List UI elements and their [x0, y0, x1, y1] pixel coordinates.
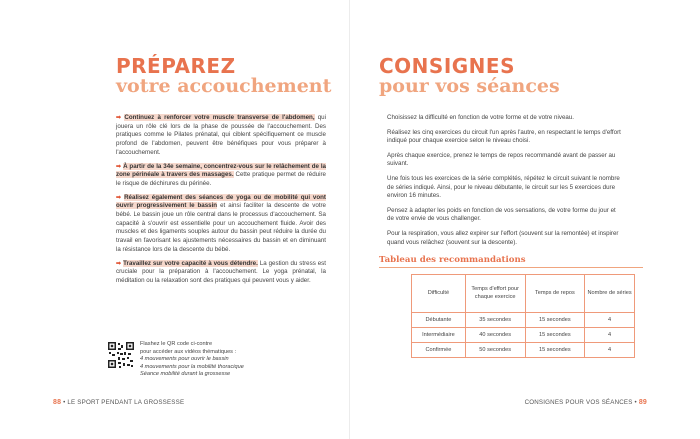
- video-title: 4 mouvements pour la mobilité thoracique: [140, 363, 244, 370]
- table-title: Tableau des recommandations: [379, 255, 526, 265]
- right-page-subtitle: pour vos séances: [379, 75, 560, 97]
- instructions-list: [387, 114, 623, 253]
- table-cell: 4: [585, 343, 635, 358]
- header-effort-time: Temps d'effort pour chaque exercice: [465, 275, 525, 313]
- left-page-footer: [53, 399, 184, 406]
- table-cell: Confirmée: [412, 343, 466, 358]
- table-cell: 35 secondes: [465, 313, 525, 328]
- table-cell: Débutante: [412, 313, 466, 328]
- arrow-icon: ➡: [116, 162, 122, 170]
- table-cell: 15 secondes: [525, 313, 585, 328]
- running-title: CONSIGNES POUR VOS SÉANCES: [524, 399, 633, 406]
- table-row: [412, 313, 635, 328]
- table-cell: 40 secondes: [465, 328, 525, 343]
- qr-code-icon[interactable]: [108, 342, 134, 368]
- bullet-item: [116, 260, 326, 286]
- arrow-icon: ➡: [116, 114, 122, 121]
- bullet-highlight: Continuez à renforcer votre muscle transverse de l'abdomen,: [124, 114, 315, 121]
- qr-lead-line: Flashez le QR code ci-contre: [140, 341, 213, 347]
- instruction-paragraph: Pensez à adapter les poids en fonction de vos sensations, de votre forme du jour et de votre envie de vous challenger.: [387, 206, 616, 223]
- table-header-row: [412, 275, 635, 313]
- right-page-footer: [525, 399, 647, 406]
- bullet-text: qui jouera un rôle clé lors de la phase de poussée de l'accouchement. Des pratiques comme le Pilates prénatal, qui ciblent spécifiquement ce muscle profond de l'abdomen, peuvent être bénéfiques pour vous préparer à l'accouchement.: [116, 114, 326, 156]
- table-cell: 50 secondes: [465, 343, 525, 358]
- left-page-title: PRÉPAREZ: [116, 54, 236, 78]
- table-cell: 4: [585, 328, 635, 343]
- header-sets: Nombre de séries: [585, 275, 635, 313]
- bullet-item: [116, 163, 326, 189]
- instruction-paragraph: Après chaque exercice, prenez le temps de repos recommandé avant de passer au suivant.: [387, 151, 616, 168]
- bullet-highlight: Réalisez également des séances de yoga ou de mobilité qui vont ouvrir progressivement le bassin: [116, 193, 326, 210]
- table-row: [412, 328, 635, 343]
- instruction-paragraph: Choisissez la difficulté en fonction de votre forme et de votre niveau.: [387, 114, 574, 121]
- table-cell: 15 secondes: [525, 328, 585, 343]
- recommendations-table: [411, 274, 635, 358]
- right-page-title: CONSIGNES: [379, 54, 515, 78]
- bullet-highlight: À partir de la 34e semaine, concentrez-vous sur le relâchement de la zone périnéale à travers des massages.: [116, 162, 326, 179]
- bullet-text: La gestion du stress est cruciale pour la préparation à l'accouchement. Le yoga prénatal, la méditation ou la relaxation sont des pratiques qui peuvent vous y aider.: [116, 259, 326, 284]
- bullet-item: [116, 114, 326, 158]
- video-title: Séance mobilité durant la grossesse: [140, 371, 231, 378]
- table-row: [412, 343, 635, 358]
- header-rest-time: Temps de repos: [525, 275, 585, 313]
- footer-separator: •: [61, 399, 68, 406]
- instruction-paragraph: Une fois tous les exercices de la série complétés, répétez le circuit suivant le nombre de séries indiqué. Ainsi, pour le niveau débutante, le circuit sur les 5 exercices dure environ 16 minutes.: [387, 174, 620, 200]
- instruction-paragraph: Pour la respiration, vous allez expirer sur l'effort (souvent sur la remontée) et inspirer quand vous relâchez (souvent sur la descente).: [387, 229, 619, 246]
- table-title-rule: [379, 267, 643, 268]
- page-number: 88: [53, 399, 62, 406]
- table-cell: 4: [585, 313, 635, 328]
- left-page-subtitle: votre accouchement: [116, 75, 332, 97]
- arrow-icon: ➡: [116, 193, 122, 201]
- page-number: 89: [638, 399, 647, 406]
- qr-lead-line: pour accéder aux vidéos thématiques :: [140, 348, 237, 355]
- bullet-highlight: Travaillez sur votre capacité à vous détendre.: [123, 259, 258, 267]
- bullet-item: [116, 194, 326, 255]
- qr-caption: [140, 341, 330, 379]
- bullet-list: [116, 114, 326, 291]
- running-title: LE SPORT PENDANT LA GROSSESSE: [67, 399, 185, 406]
- bullet-text: Cette pratique permet de réduire le risque de déchirures du périnée.: [116, 171, 326, 187]
- table-cell: 15 secondes: [525, 343, 585, 358]
- bullet-text: et ainsi faciliter la descente de votre bébé. Le bassin joue un rôle central dans le processus d'accouchement. Sa capacité à s'ouvrir est essentielle pour un accouchement fluide. Avoir des muscles et des ligaments souples autour du bassin peut réduire la durée du travail en favorisant les ajustements nécessaires du bassin et en diminuant la résistance lors de la descente du bébé.: [116, 202, 326, 253]
- video-title: 4 mouvements pour ouvrir le bassin: [140, 356, 229, 363]
- arrow-icon: ➡: [116, 259, 122, 267]
- header-difficulty: Difficulté: [412, 275, 466, 313]
- instruction-paragraph: Réalisez les cinq exercices du circuit l'un après l'autre, en respectant le temps d'effort indiqué pour chaque exercice selon le niveau choisi.: [387, 128, 621, 145]
- footer-separator: •: [632, 399, 639, 406]
- table-cell: Intermédiaire: [412, 328, 466, 343]
